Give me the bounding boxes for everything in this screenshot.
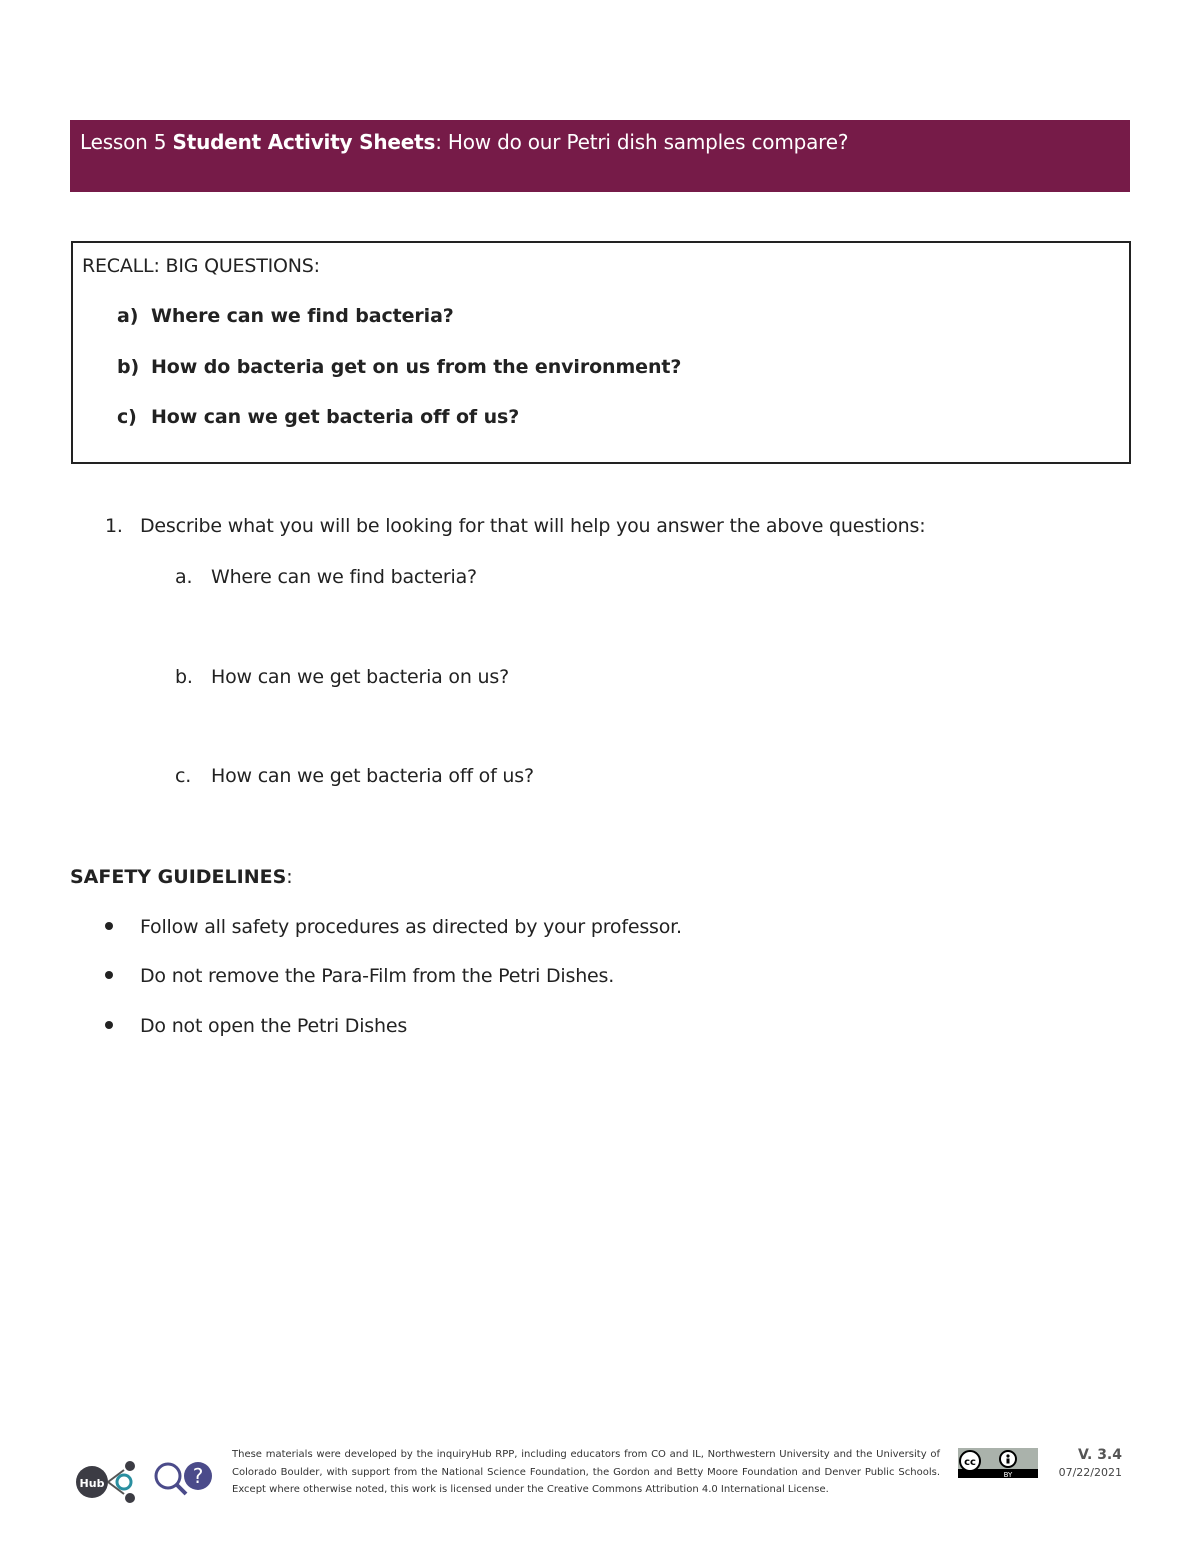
recall-question (117, 305, 454, 327)
recall-question (117, 356, 681, 378)
recall-question-label: a) (117, 305, 139, 327)
bullet-icon (105, 922, 113, 930)
question-1 (105, 515, 925, 537)
recall-question-label: b) (117, 356, 140, 378)
bullet-icon (105, 1021, 113, 1029)
sub-question-label: b. (175, 666, 193, 688)
cc-label: cc (964, 1457, 976, 1468)
sub-question-text: Where can we find bacteria? (211, 566, 477, 588)
inquiry-magnifier-logo-icon (152, 1458, 216, 1502)
footer-license-text: These materials were developed by the inquiryHub RPP, including educators from CO and IL, Northwestern University and the University of Colorado Boulder, with support from the National Science Foundation, the Gordon and Betty Moore Foundation and Denver Public Schools. Except where otherwise noted, this work is licensed under the Creative Commons Attribution 4.0 International License. (232, 1449, 940, 1495)
recall-question-text: How can we get bacteria off of us? (151, 406, 520, 428)
sub-question (175, 566, 477, 588)
safety-guidelines-heading (70, 866, 293, 888)
safety-title-text: SAFETY GUIDELINES (70, 866, 287, 888)
creative-commons-by-icon[interactable] (958, 1448, 1038, 1482)
inquiryhub-logo-icon (76, 1458, 140, 1510)
question-number: 1. (105, 515, 123, 537)
safety-item (105, 965, 614, 987)
logo-question-mark: ? (192, 1464, 204, 1488)
header-subtitle: : How do our Petri dish samples compare? (435, 130, 849, 154)
recall-box (71, 241, 1131, 464)
recall-question-text: How do bacteria get on us from the environment? (151, 356, 682, 378)
version-date: 07/22/2021 (1058, 1466, 1122, 1479)
question-text: Describe what you will be looking for that will help you answer the above questions: (140, 515, 926, 537)
bullet-icon (105, 971, 113, 979)
sub-question-label: c. (175, 765, 192, 787)
sub-question (175, 765, 534, 787)
version-label: V. 3.4 (1077, 1447, 1122, 1463)
header-title-bold: Student Activity Sheets (172, 130, 436, 154)
recall-question-label: c) (117, 406, 137, 428)
recall-question (117, 406, 519, 428)
safety-item-text: Do not open the Petri Dishes (140, 1015, 408, 1037)
sub-question-text: How can we get bacteria on us? (211, 666, 509, 688)
safety-item (105, 1015, 407, 1037)
safety-item (105, 916, 682, 938)
safety-item-text: Do not remove the Para-Film from the Petri Dishes. (140, 965, 615, 987)
recall-question-text: Where can we find bacteria? (151, 305, 454, 327)
sub-question-label: a. (175, 566, 193, 588)
safety-title-colon: : (286, 866, 293, 888)
header-lesson: Lesson 5 (80, 130, 173, 154)
sub-question (175, 666, 509, 688)
safety-item-text: Follow all safety procedures as directed by your professor. (140, 916, 682, 938)
cc-by-label: BY (1003, 1471, 1013, 1478)
page-header-banner (70, 120, 1130, 192)
logo-text: Hub (79, 1477, 105, 1490)
sub-question-text: How can we get bacteria off of us? (211, 765, 534, 787)
recall-title: RECALL: BIG QUESTIONS: (82, 255, 320, 277)
